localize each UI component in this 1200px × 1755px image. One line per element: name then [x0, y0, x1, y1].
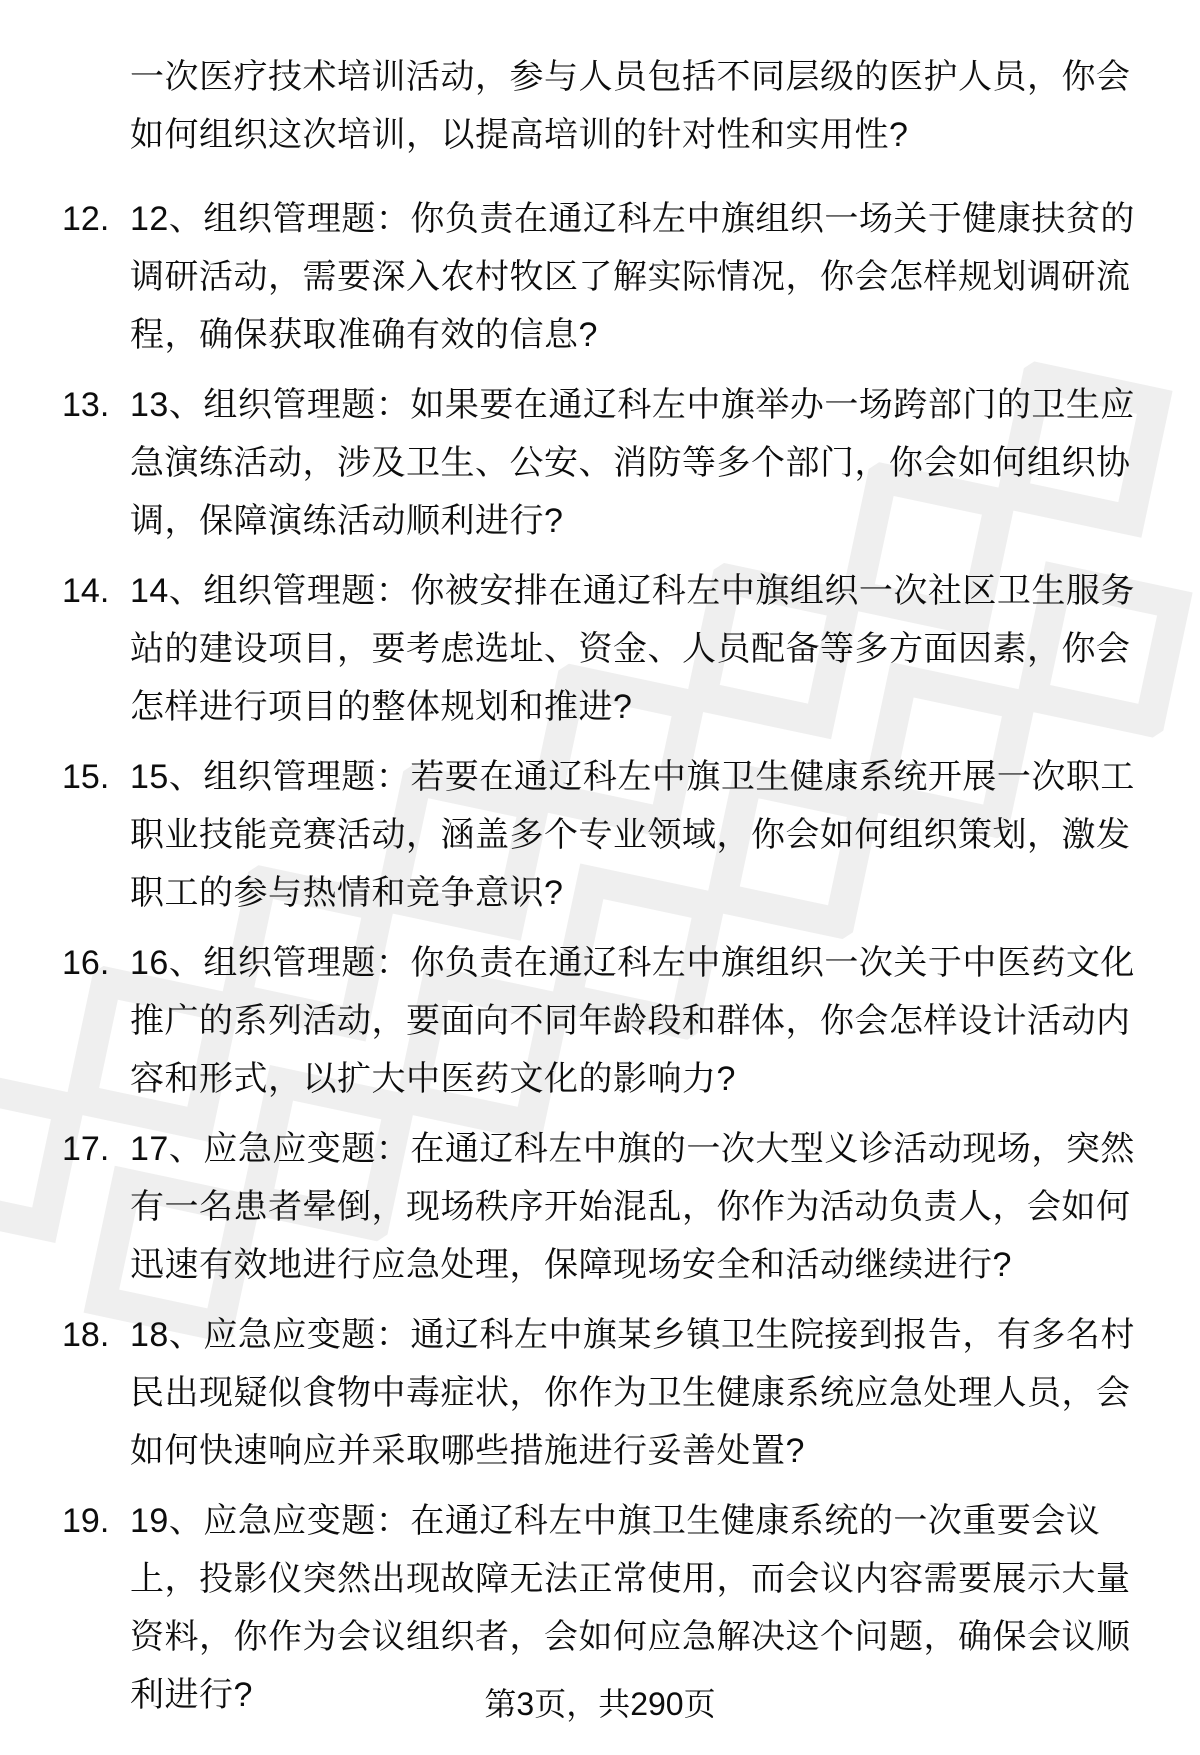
question-number: 19.: [62, 1502, 110, 1540]
question-text: 18、应急应变题：通辽科左中旗某乡镇卫生院接到报告，有多名村民出现疑似食物中毒症状，你作为卫生健康系统应急处理人员，会如何快速响应并采取哪些措施进行妥善处置?: [130, 1316, 1135, 1470]
question-number: 14.: [62, 572, 110, 610]
question-text: 12、组织管理题：你负责在通辽科左中旗组织一场关于健康扶贫的调研活动，需要深入农村牧区了解实际情况，你会怎样规划调研流程，确保获取准确有效的信息?: [130, 200, 1135, 354]
question-number: 13.: [62, 386, 110, 424]
question-item-16: [62, 934, 1200, 1108]
question-number: 18.: [62, 1316, 110, 1354]
question-number: 12.: [62, 200, 110, 238]
question-number: 15.: [62, 758, 110, 796]
question-item-14: [62, 562, 1200, 736]
question-item-15: [62, 748, 1200, 922]
question-text: 19、应急应变题：在通辽科左中旗卫生健康系统的一次重要会议上，投影仪突然出现故障无法正常使用，而会议内容需要展示大量资料，你作为会议组织者，会如何应急解决这个问题，确保会议顺利进行?: [130, 1502, 1131, 1714]
question-number: 16.: [62, 944, 110, 982]
question-item-18: [62, 1306, 1200, 1480]
page-footer: 第3页，共290页: [484, 1686, 716, 1722]
question-text: 16、组织管理题：你负责在通辽科左中旗组织一次关于中医药文化推广的系列活动，要面向不同年龄段和群体，你会怎样设计活动内容和形式，以扩大中医药文化的影响力?: [130, 944, 1135, 1098]
question-text: 13、组织管理题：如果要在通辽科左中旗举办一场跨部门的卫生应急演练活动，涉及卫生、公安、消防等多个部门，你会如何组织协调，保障演练活动顺利进行?: [130, 386, 1135, 540]
question-text: 14、组织管理题：你被安排在通辽科左中旗组织一次社区卫生服务站的建设项目，要考虑选址、资金、人员配备等多方面因素，你会怎样进行项目的整体规划和推进?: [130, 572, 1135, 726]
question-text: 15、组织管理题：若要在通辽科左中旗卫生健康系统开展一次职工职业技能竞赛活动，涵盖多个专业领域，你会如何组织策划，激发职工的参与热情和竞争意识?: [130, 758, 1135, 912]
question-text: 17、应急应变题：在通辽科左中旗的一次大型义诊活动现场，突然有一名患者晕倒，现场秩序开始混乱，你作为活动负责人，会如何迅速有效地进行应急处理，保障现场安全和活动继续进行?: [130, 1130, 1135, 1284]
question-number: 17.: [62, 1130, 110, 1168]
question-item-17: [62, 1120, 1200, 1294]
question-item-12: [62, 190, 1200, 364]
question-11-continuation-text: 一次医疗技术培训活动，参与人员包括不同层级的医护人员，你会如何组织这次培训，以提高培训的针对性和实用性?: [130, 58, 1131, 154]
question-item-13: [62, 376, 1200, 550]
